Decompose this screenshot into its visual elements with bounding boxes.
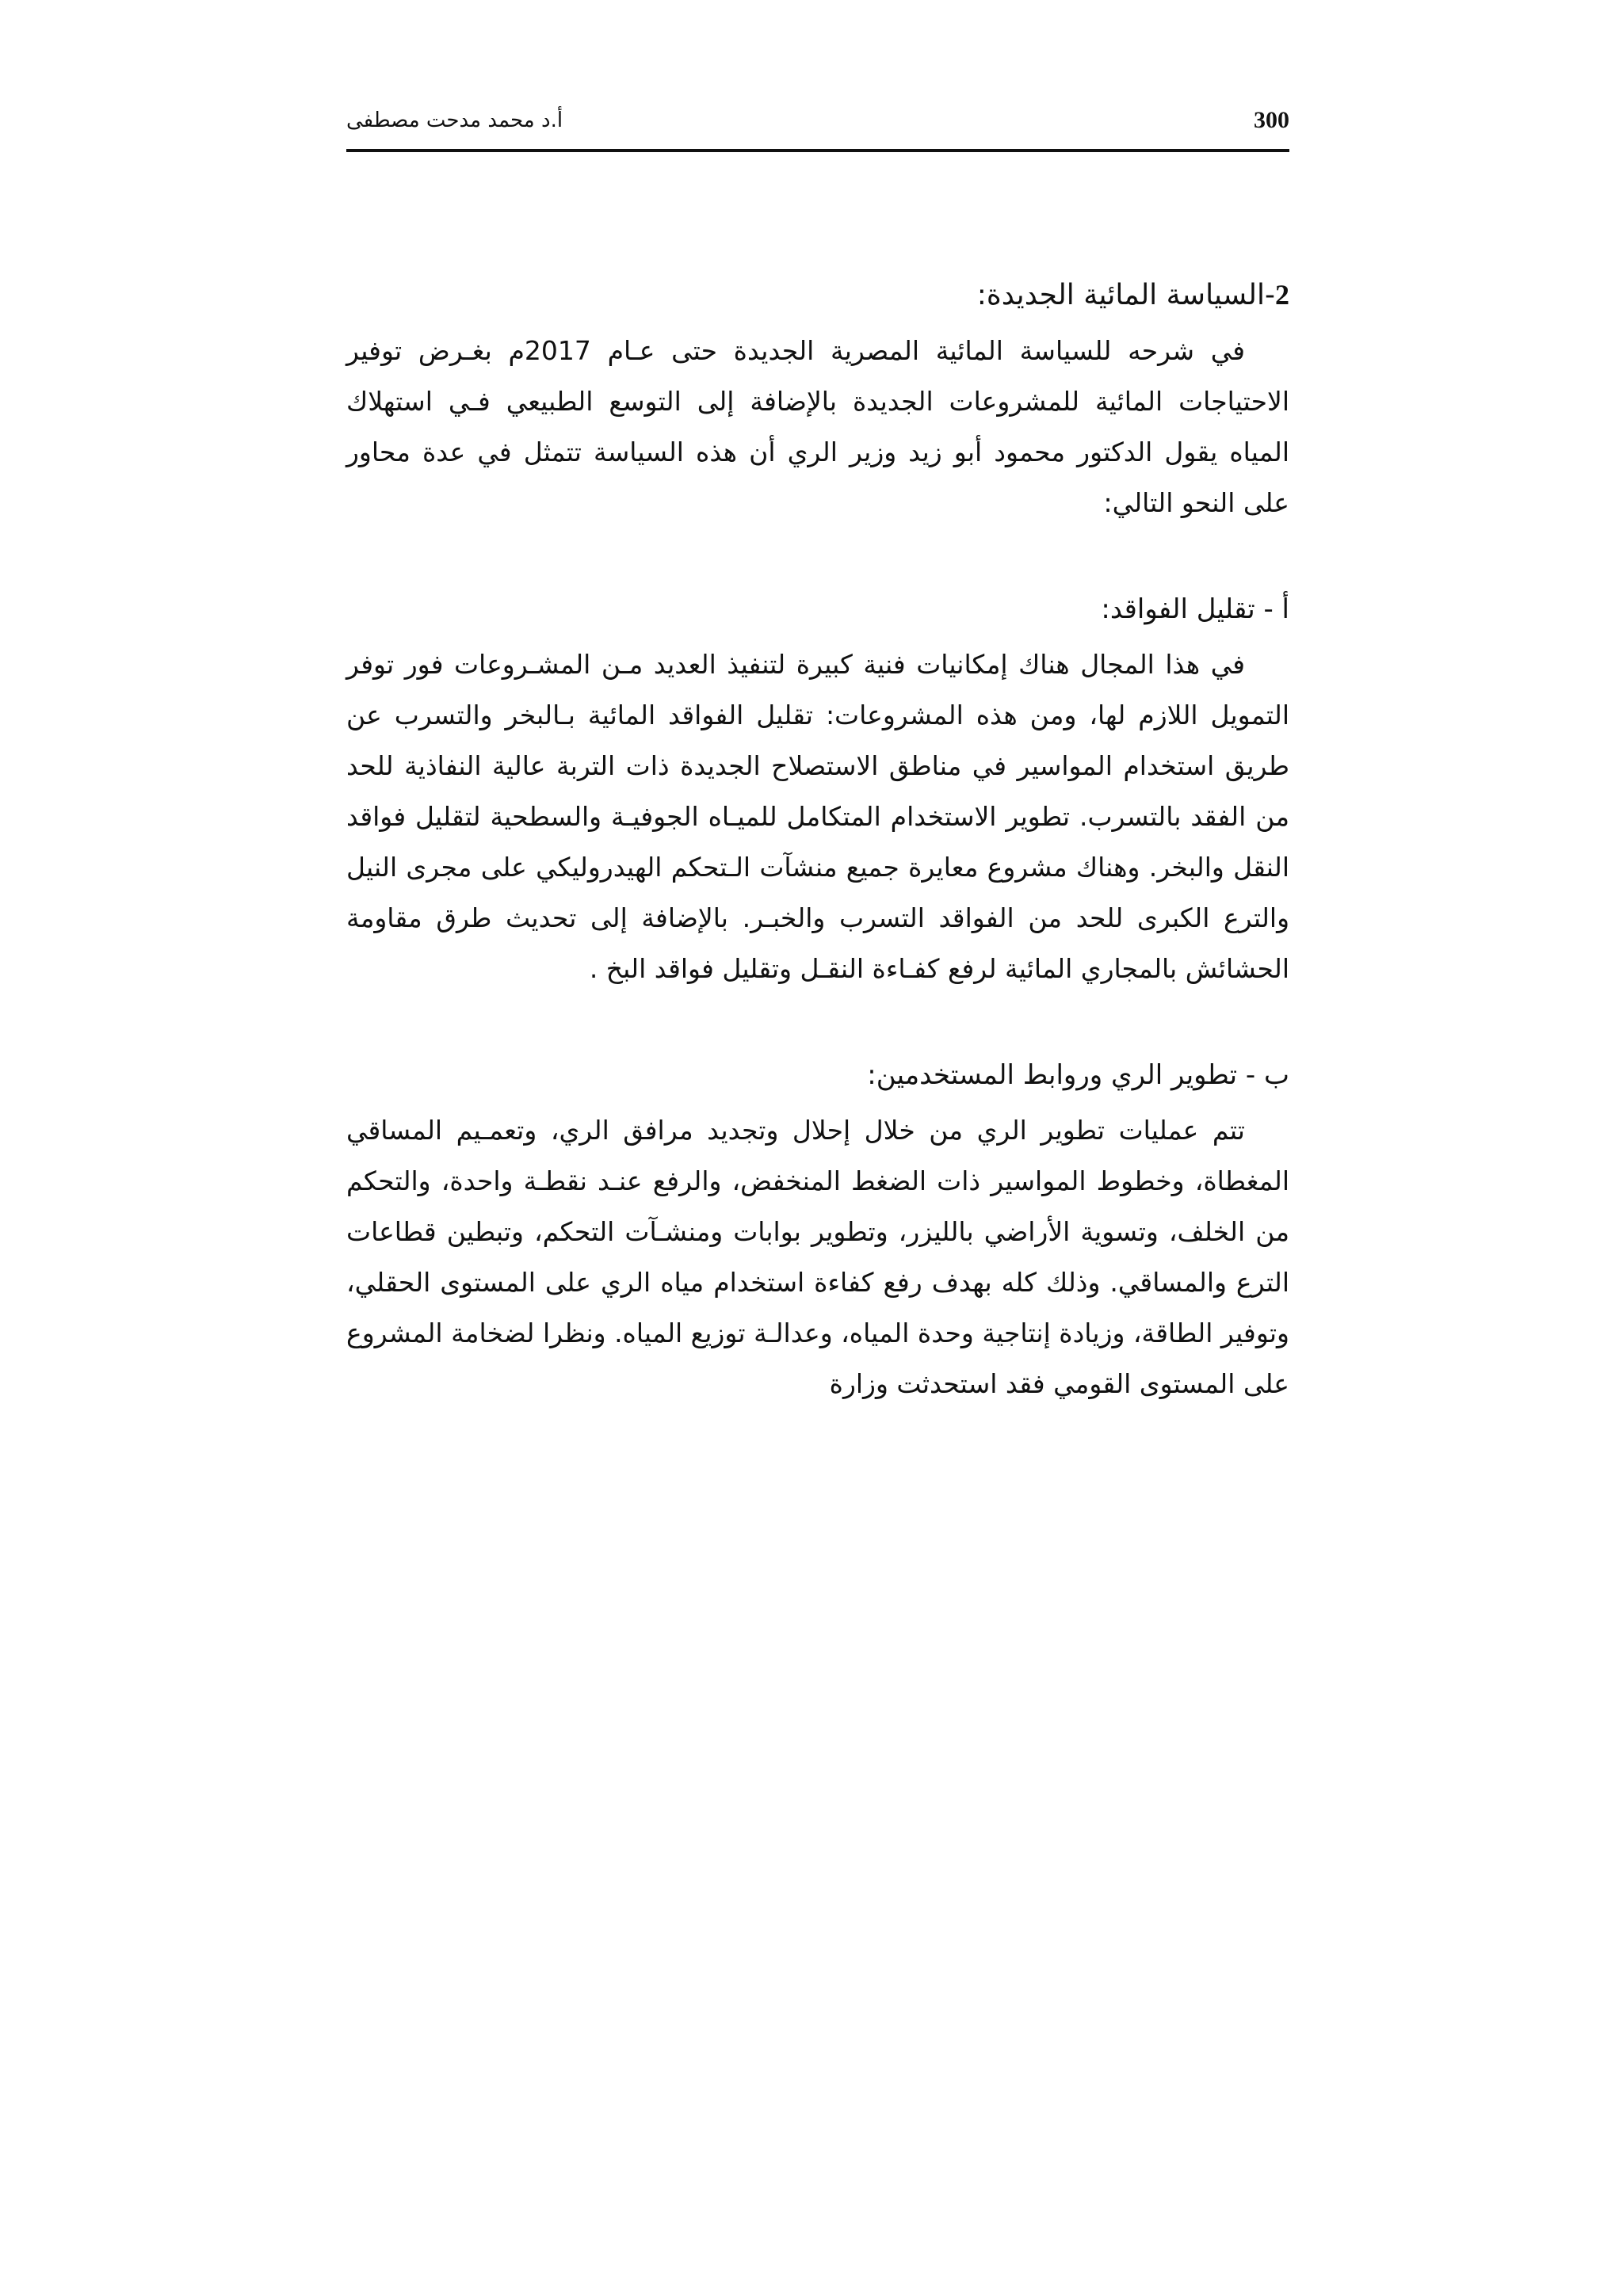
page-number: 300 <box>1254 107 1289 133</box>
section-intro-paragraph: في شرحه للسياسة المائية المصرية الجديدة حتى عـام 2017م بغـرض توفير الاحتياجات المائية للمشروعات الجديدة بالإضافة إلى التوسع الطبيعي فـي استهلاك المياه يقول الدكتور محمود أبو زيد وزير الري أن هذه السياسة تتمثل في عدة محاور على النحو التالي: <box>346 335 1289 518</box>
subsection-b-paragraph: تتم عمليات تطوير الري من خلال إحلال وتجديد مرافق الري، وتعمـيم المساقي المغطاة، وخطوط المواسير ذات الضغط المنخفض، والرفع عنـد نقطـة واحدة، والتحكم من الخلف، وتسوية الأراضي بالليزر، وتطوير بوابات ومنشـآت التحكم، وتبطين قطاعات الترع والمساقي. وذلك كله بهدف رفع كفاءة استخدام مياه الري على المستوى الحقلي، وتوفير الطاقة، وزيادة إنتاجية وحدة المياه، وعدالـة توزيع المياه. ونظرا لضخامة المشروع على المستوى القومي فقد استحدثت وزارة <box>346 1115 1289 1399</box>
section-title: -السياسة المائية الجديدة: <box>976 279 1275 311</box>
section-number: 2 <box>1275 279 1289 311</box>
subsection-b-heading: ب - تطوير الري وروابط المستخدمين: <box>867 1059 1289 1091</box>
running-header-author: أ.د محمد مدحت مصطفى <box>346 109 563 132</box>
section-heading <box>346 269 1289 321</box>
subsection-a-paragraph: في هذا المجال هناك إمكانيات فنية كبيرة لتنفيذ العديد مـن المشـروعات فور توفر التمويل اللازم لها، ومن هذه المشروعات: تقليل الفواقد المائية بـالبخر والتسرب عن طريق استخدام المواسير في مناطق الاستصلاح الجديدة ذات التربة عالية النفاذية للحد من الفقد بالتسرب. تطوير الاستخدام المتكامل للميـاه الجوفيـة والسطحية لتقليل فواقد النقل والبخر. وهناك مشروع معايرة جميع منشآت الـتحكم الهيدروليكي على مجرى النيل والترع الكبرى للحد من الفواقد التسرب والخبـر. بالإضافة إلى تحديث طرق مقاومة الحشائش بالمجاري المائية لرفع كفـاءة النقـل وتقليل فواقد البخ . <box>346 649 1289 984</box>
subsection-a-heading: أ - تقليل الفواقد: <box>1101 593 1289 625</box>
header-rule <box>346 149 1289 152</box>
page-body <box>346 269 1289 1409</box>
page-header <box>346 99 1289 147</box>
